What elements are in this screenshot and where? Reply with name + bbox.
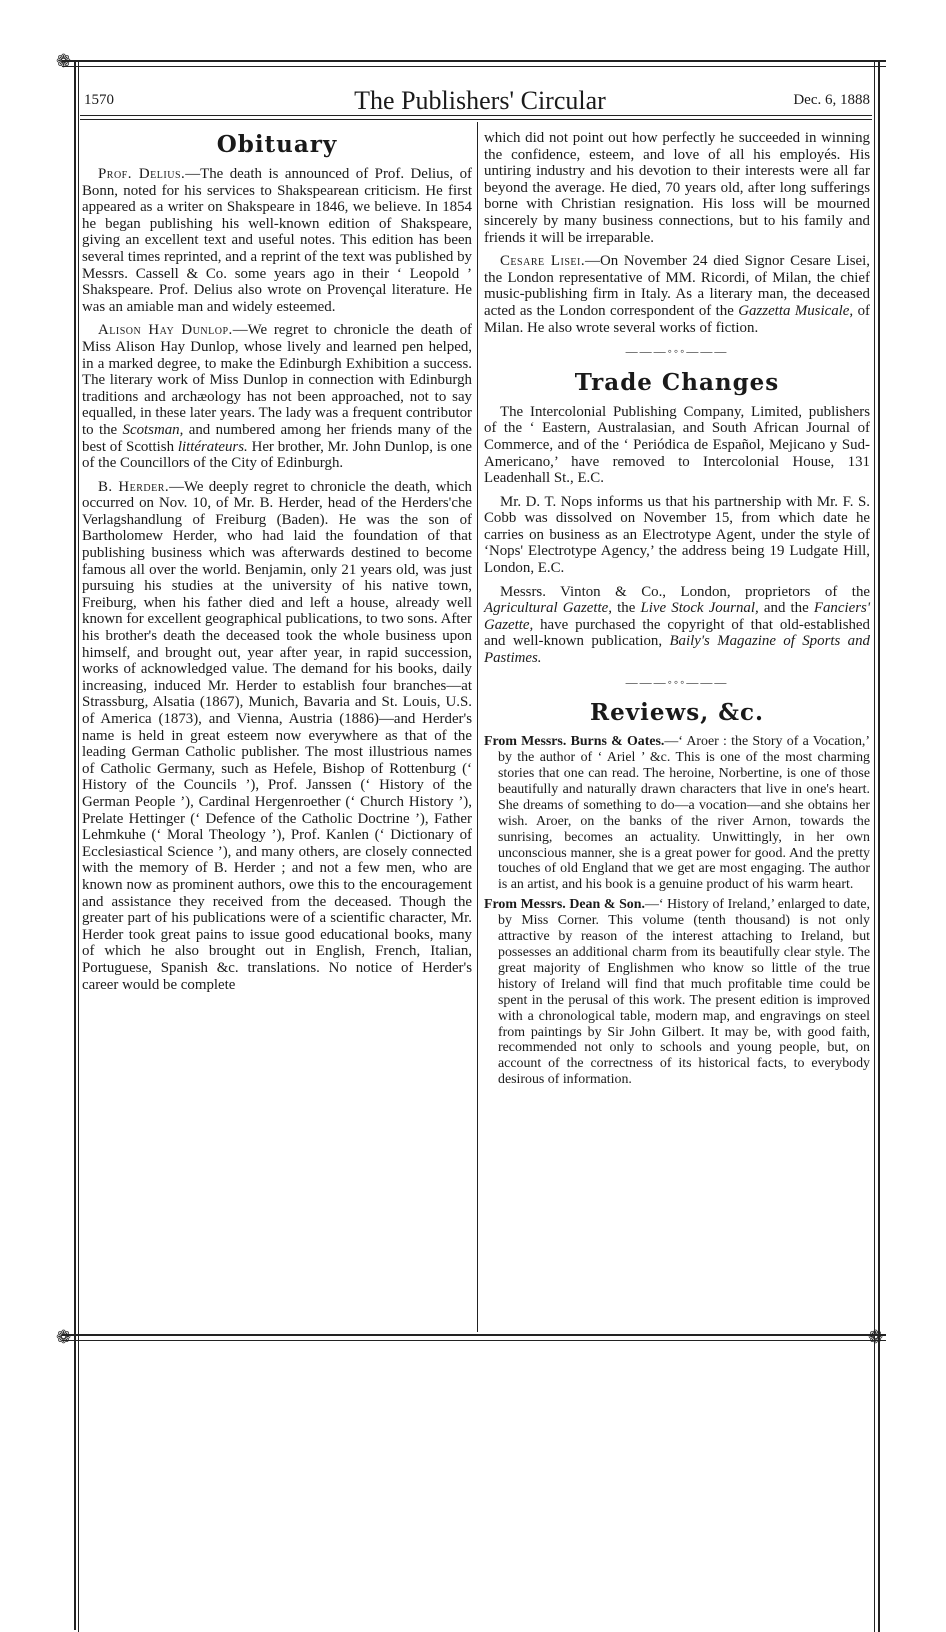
top-double-rule-inner bbox=[62, 66, 886, 67]
header-underline-2 bbox=[80, 119, 872, 120]
right-column bbox=[484, 130, 870, 1092]
corner-ornament-top-left-icon: ❁ bbox=[56, 51, 72, 71]
bottom-double-rule-2 bbox=[62, 1340, 886, 1341]
left-column bbox=[82, 130, 472, 1000]
right-border-rule-inner bbox=[874, 60, 875, 1632]
name-lisei: Cesare Lisei. bbox=[500, 253, 586, 270]
column-divider bbox=[477, 122, 478, 1332]
reviews-list bbox=[484, 734, 870, 1088]
trade-vinton: Messrs. Vinton & Co., London, proprietors of the Agricultural Gazette, the Live Stock Journal, and the Fanciers' Gazette, have purchased the copyright of that old-established and well-known publication, Baily's Magazine of Sports and Pastimes. bbox=[484, 583, 871, 667]
section-divider-ornament: ———◦◦◦——— bbox=[625, 344, 729, 359]
top-double-rule-outer bbox=[62, 60, 886, 62]
trade-nops: Mr. D. T. Nops informs us that his partnership with Mr. F. S. Cobb was dissolved on November 15, from which date he carries on business as an Electrotype Agent, under the style of ‘Nops' Electrotype Agency,’ the address being 19 Ludgate Hill, London, E.C. bbox=[484, 493, 870, 577]
obituary-delius: Prof. Delius.—The death is announced of Prof. Delius, of Bonn, noted for his services to Shakspearean criticism. He first appeared as a writer on Shakspeare in 1846, we believe. In 1854 he began publishing his well-known edition of Shakspeare, giving an excellent text and useful notes. This edition has been several times reprinted, and a reprint of the text was published by Messrs. Cassell & Co. some years ago in their ‘ Leopold ’ Shakspeare. Prof. Delius also wrote on Provençal literature. He was an amiable man and widely esteemed. bbox=[82, 166, 472, 315]
reviews-heading: Reviews, &c. bbox=[589, 699, 765, 727]
right-border-rule bbox=[878, 60, 880, 1632]
issue-date: Dec. 6, 1888 bbox=[793, 92, 870, 108]
obituary-herder: B. Herder.—We deeply regret to chronicle the death, which occurred on Nov. 10, of Mr. B. Herder, head of the Herders'che Verlagshandlung of Freiburg (Baden). He was the son of Bartholomew Herder, who had laid the foundation of that publishing business which was afterwards destined to become famous all over the world. Benjamin, only 21 years old, was just pursuing his studies at the university of his native town, Freiburg, when his father died and left a house, already well known for excellent geographical publications, to two sons. After his brother's death the deceased took the whole business upon himself, and brought out, year after year, in rapid succession, works of acknowledged value. The demand for his books, daily increasing, induced Mr. Herder to establish four branches—at Strassburg, Alsatia (1867), Munich, Bavaria and St. Louis, U.S. of America (1873), and Vienna, Austria (1886)—and Herder's name is held in great esteem now everywhere as that of the leading German Catholic publisher. The most illustrious names of Catholic Germany, such as Hefele, Bishop of Rottenburg (‘ History of the Councils ’), Prof. Janssen (‘ History of the German People ’), Cardinal Hergenroether (‘ Church History ’), Prelate Hettinger (‘ Defence of the Catholic Doctrine ’), Father Lehmkuhe (‘ Moral Theology ’), Prof. Kanlen (‘ Dictionary of Ecclesiastical Science ’), and many others, are closely connected with the memory of B. Herder ; and not a few men, who are known now as prominent authors, owe this to the encouragement and assistance they received from the deceased. Though the greater part of his publications were of a scientific character, Mr. Herder took great pains to issue good educational books, many of which he also brought out in English, French, Italian, Portuguese, Spanish &c. translations. No notice of Herder's career would be complete bbox=[82, 478, 472, 993]
review-burns-oates: From Messrs. Burns & Oates.—‘ Aroer : the Story of a Vocation,’ by the author of ‘ Ariel ’ &c. This is one of the most charming stories that one can read. The heroine, Norbertine, is one of those beautifully and naturally drawn characters that live in one's heart. She dreams of something to do—a vocation—and she obtains her wish. Aroer, on the banks of the river Arnon, towards the sunrising, becomes an actuality. Unwittingly, in her own unconscious manner, she is a great power for good. And the pretty touches of old England that we get are most engaging. The author is an artist, and his book is a genuine product of his warm heart. bbox=[484, 734, 870, 893]
journal-title: The Publishers' Circular bbox=[354, 86, 606, 115]
corner-ornament-bottom-left-icon: ❁ bbox=[56, 1327, 72, 1347]
section-divider-ornament-2: ———◦◦◦——— bbox=[625, 674, 729, 689]
name-dunlop: Alison Hay Dunlop. bbox=[98, 322, 233, 339]
review-dean-son: From Messrs. Dean & Son.—‘ History of Ireland,’ enlarged to date, by Miss Corner. This volume (tenth thousand) is not only attractive by reason of the interest attaching to Ireland, but possesses an additional charm from its beautifully clear style. The great majority of Englishmen who know so little of the true history of Ireland will find that much profitable time could be spent in the perusal of this work. The present edition is improved with a chronological table, modern map, and engravings on steel from paintings by Sir John Gilbert. It may be, with good faith, recommended not only to schools and young people, but, on account of the correctness of its historical facts, to everybody desirous of information. bbox=[484, 897, 870, 1088]
left-border-rule-inner bbox=[78, 60, 79, 1632]
trade-changes-heading: Trade Changes bbox=[574, 368, 780, 396]
obituary-lisei: Cesare Lisei.—On November 24 died Signor Cesare Lisei, the London representative of MM. Ricordi, of Milan, the chief music-publishing firm in Italy. As a literary man, the deceased acted as the London correspondent of the Gazzetta Musicale, of Milan. He also wrote several works of fiction. bbox=[484, 253, 870, 336]
bottom-double-rule-1 bbox=[62, 1334, 886, 1336]
left-border-rule bbox=[74, 60, 76, 1630]
corner-ornament-bottom-right-icon: ❁ bbox=[868, 1327, 884, 1347]
obituary-herder-continued: which did not point out how perfectly he succeeded in winning the confidence, esteem, and love of all his employés. His untiring industry and his devotion to their interests were all far beyond the average. He died, 70 years old, after long sufferings borne with Christian resignation. His loss will be mourned sincerely by many business connections, but to his family and friends it will be irreparable. bbox=[484, 130, 870, 246]
name-delius: Prof. Delius. bbox=[98, 166, 186, 182]
obituary-dunlop: Alison Hay Dunlop.—We regret to chronicle the death of Miss Alison Hay Dunlop, whose lively and learned pen helped, in a marked degree, to make the Edinburgh Exhibition a success. The literary work of Miss Dunlop in connection with Edinburgh traditions and archæology has not been approached, not to say equalled, in these later years. The lady was a frequent contributor to the Scotsman, and numbered among her friends many of the best of Scottish littérateurs. Her brother, Mr. John Dunlop, is one of the Councillors of the City of Edinburgh. bbox=[82, 322, 473, 472]
obituary-heading: Obituary bbox=[216, 131, 338, 158]
name-herder: B. Herder. bbox=[98, 478, 170, 495]
trade-intercolonial: The Intercolonial Publishing Company, Limited, publishers of the ‘ Eastern, Australasian, and South African Journal of Commerce, and of the ‘ Periódica de Español, Mejicano y Sud-Americano,’ have removed to Intercolonial House, 131 Leadenhall St., E.C. bbox=[484, 403, 870, 487]
page-number: 1570 bbox=[84, 92, 114, 108]
